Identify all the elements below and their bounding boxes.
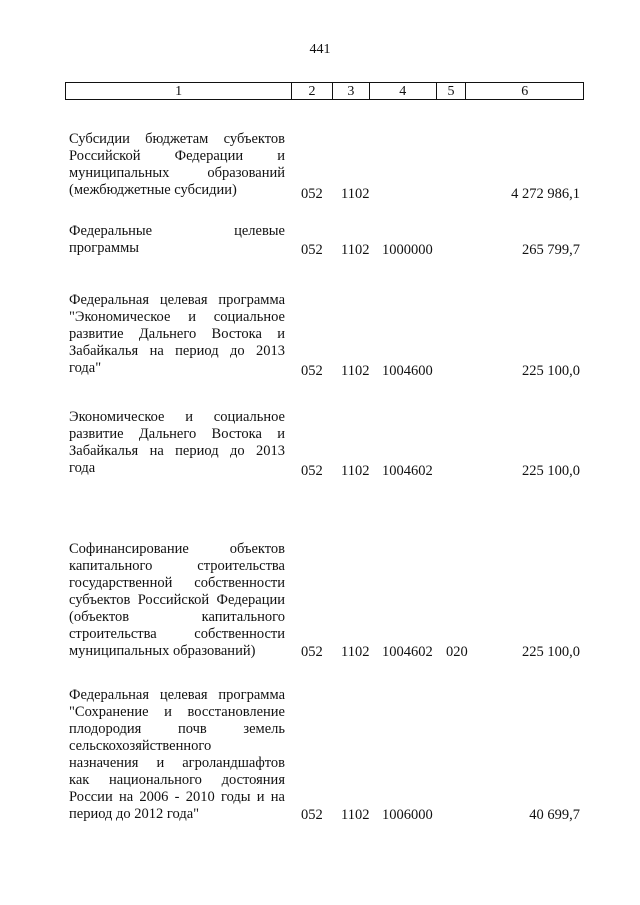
row-chapter-code: 052 <box>301 463 323 479</box>
row-chapter-code: 052 <box>301 363 323 379</box>
row-name-line: Федеральная целевая программа <box>69 687 285 703</box>
row-name <box>69 131 285 199</box>
row-name-line: государственной собственности <box>69 575 285 591</box>
row-name-line: как национального достояния <box>69 772 285 788</box>
row-amount: 225 100,0 <box>522 463 580 479</box>
row-amount: 225 100,0 <box>522 644 580 660</box>
row-section-code: 1102 <box>341 644 370 660</box>
table-row <box>0 541 640 661</box>
row-amount: 4 272 986,1 <box>511 186 580 202</box>
header-col-4: 4 <box>370 83 437 99</box>
row-name-line: субъектов Российской Федерации <box>69 592 285 608</box>
table-row <box>0 687 640 824</box>
row-section-code: 1102 <box>341 363 370 379</box>
row-name-line: Забайкалья на период до 2013 <box>69 343 285 359</box>
row-name-line: развитие Дальнего Востока и <box>69 426 285 442</box>
header-col-1: 1 <box>66 83 292 99</box>
row-target-code: 1004602 <box>382 644 433 660</box>
row-section-code: 1102 <box>341 807 370 823</box>
row-name-line: Экономическое и социальное <box>69 409 285 425</box>
header-col-6: 6 <box>521 84 529 99</box>
row-name-line: года" <box>69 360 102 376</box>
row-amount: 225 100,0 <box>522 363 580 379</box>
row-name-line: назначения и агроландшафтов <box>69 755 285 771</box>
row-target-code: 1000000 <box>382 242 433 258</box>
row-chapter-code: 052 <box>301 186 323 202</box>
page-number: 441 <box>309 42 331 57</box>
row-chapter-code: 052 <box>301 242 323 258</box>
column-header-row <box>65 82 584 100</box>
row-name <box>69 223 285 257</box>
row-name-line: Федеральная целевая программа <box>69 292 285 308</box>
table-row <box>0 292 640 380</box>
row-name-line: (объектов капитального <box>69 609 285 625</box>
row-name-line: муниципальных образований) <box>69 643 256 659</box>
header-col-3: 3 <box>333 83 370 99</box>
row-name-line: Федеральные целевые <box>69 223 285 239</box>
row-section-code: 1102 <box>341 463 370 479</box>
row-name-line: (межбюджетные субсидии) <box>69 182 237 198</box>
row-name-line: сельскохозяйственного <box>69 738 212 754</box>
row-name <box>69 541 285 660</box>
table-row <box>0 131 640 203</box>
row-name-line: Софинансирование объектов <box>69 541 285 557</box>
row-name <box>69 292 285 377</box>
row-target-code: 1006000 <box>382 807 433 823</box>
row-name-line: период до 2012 года" <box>69 806 200 822</box>
row-name-line: программы <box>69 240 139 256</box>
row-name-line: строительства собственности <box>69 626 285 642</box>
row-name-line: Забайкалья на период до 2013 <box>69 443 285 459</box>
row-section-code: 1102 <box>341 242 370 258</box>
row-name-line: Российской Федерации и <box>69 148 285 164</box>
row-amount: 265 799,7 <box>522 242 580 258</box>
row-expense-type: 020 <box>446 644 468 660</box>
row-name-line: муниципальных образований <box>69 165 285 181</box>
row-name <box>69 687 285 823</box>
row-target-code: 1004600 <box>382 363 433 379</box>
row-name-line: "Экономическое и социальное <box>69 309 285 325</box>
row-name-line: развитие Дальнего Востока и <box>69 326 285 342</box>
row-name-line: Субсидии бюджетам субъектов <box>69 131 285 147</box>
row-chapter-code: 052 <box>301 644 323 660</box>
row-name-line: плодородия почв земель <box>69 721 285 737</box>
row-name-line: России на 2006 - 2010 годы и на <box>69 789 285 805</box>
row-name-line: капитального строительства <box>69 558 285 574</box>
row-name-line: "Сохранение и восстановление <box>69 704 285 720</box>
table-row <box>0 409 640 480</box>
row-section-code: 1102 <box>341 186 370 202</box>
row-name-line: года <box>69 460 96 476</box>
header-col-5: 5 <box>437 83 467 99</box>
table-row <box>0 223 640 259</box>
row-target-code: 1004602 <box>382 463 433 479</box>
row-chapter-code: 052 <box>301 807 323 823</box>
row-name <box>69 409 285 477</box>
header-col-2: 2 <box>292 83 333 99</box>
row-amount: 40 699,7 <box>529 807 580 823</box>
